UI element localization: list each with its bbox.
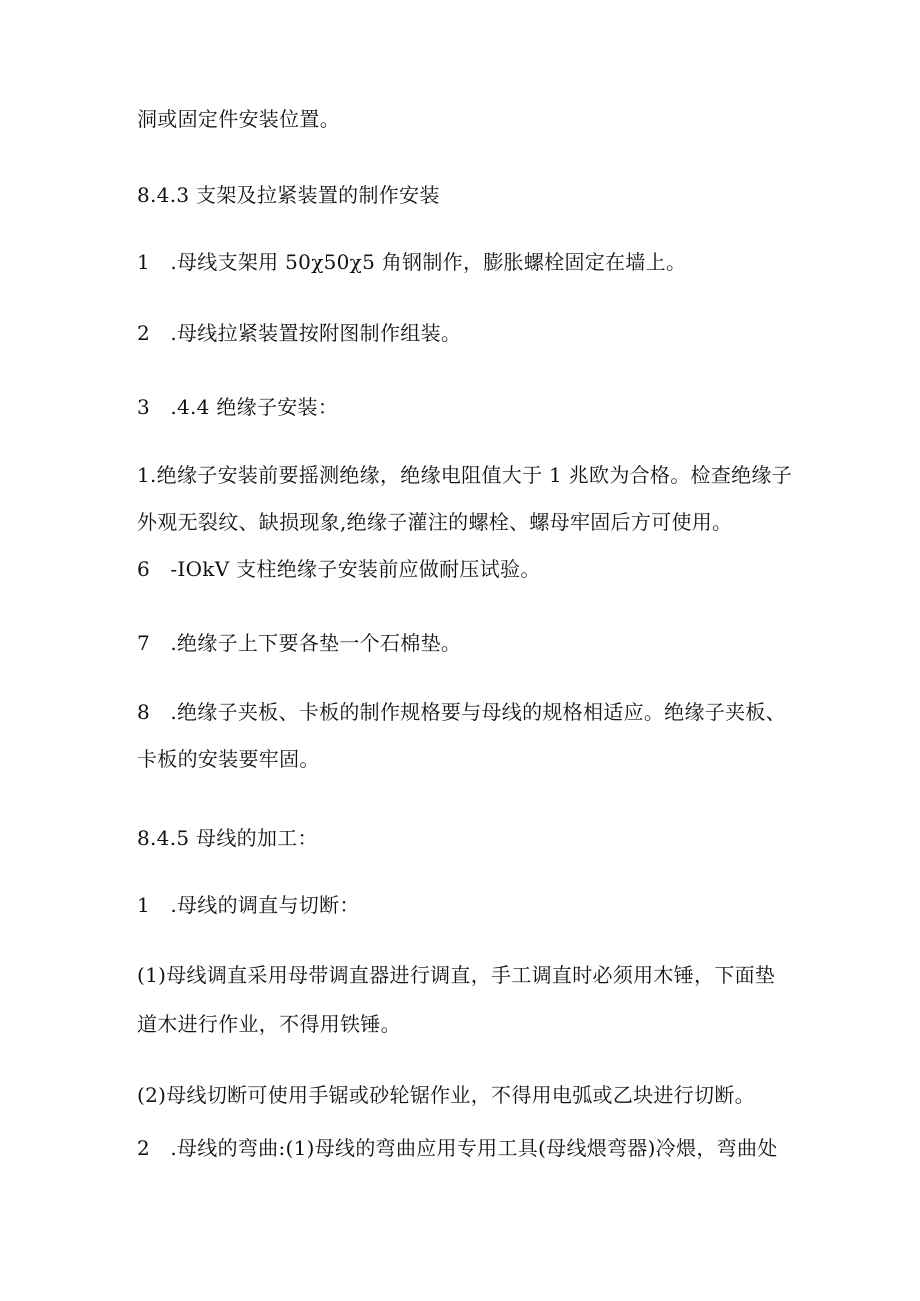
- paragraph-straighten-line-1: (1)母线调直采用母带调直器进行调直，手工调直时必须用木锤，下面垫: [137, 963, 776, 987]
- paragraph-insulator-line-2: 外观无裂纹、缺损现象,绝缘子灌注的螺栓、螺母牢固后方可使用。: [137, 510, 733, 534]
- section-heading-8-4-5: 8.4.5 母线的加工：: [137, 826, 318, 850]
- list-item-1-straighten: 1 .母线的调直与切断：: [137, 893, 360, 917]
- list-item-2-bending: 2 .母线的弯曲:(1)母线的弯曲应用专用工具(母线煨弯器)冷煨，弯曲处: [137, 1136, 778, 1160]
- list-item-8-clamp-line-2: 卡板的安装要牢固。: [137, 747, 320, 771]
- list-item-6-withstand: 6 -IOkV 支柱绝缘子安装前应做耐压试验。: [137, 557, 541, 581]
- text-line-1: 洞或固定件安装位置。: [137, 107, 340, 131]
- paragraph-cutting: (2)母线切断可使用手锯或砂轮锯作业，不得用电弧或乙块进行切断。: [137, 1083, 755, 1107]
- list-item-7-asbestos: 7 .绝缘子上下要各垫一个石棉垫。: [137, 631, 462, 655]
- list-item-2-tension: 2 .母线拉紧装置按附图制作组装。: [137, 321, 462, 345]
- paragraph-straighten-line-2: 道木进行作业，不得用铁锤。: [137, 1012, 401, 1036]
- section-heading-insulator: 3 .4.4 绝缘子安装：: [137, 395, 339, 419]
- section-heading-8-4-3: 8.4.3 支架及拉紧装置的制作安装: [137, 183, 440, 207]
- list-item-8-clamp-line-1: 8 .绝缘子夹板、卡板的制作规格要与母线的规格相适应。绝缘子夹板、: [137, 700, 786, 724]
- list-item-1-bracket: 1 .母线支架用 50χ50χ5 角钢制作，膨胀螺栓固定在墙上。: [137, 250, 687, 274]
- paragraph-insulator-line-1: 1.绝缘子安装前要摇测绝缘，绝缘电阻值大于 1 兆欧为合格。检查绝缘子: [137, 463, 793, 487]
